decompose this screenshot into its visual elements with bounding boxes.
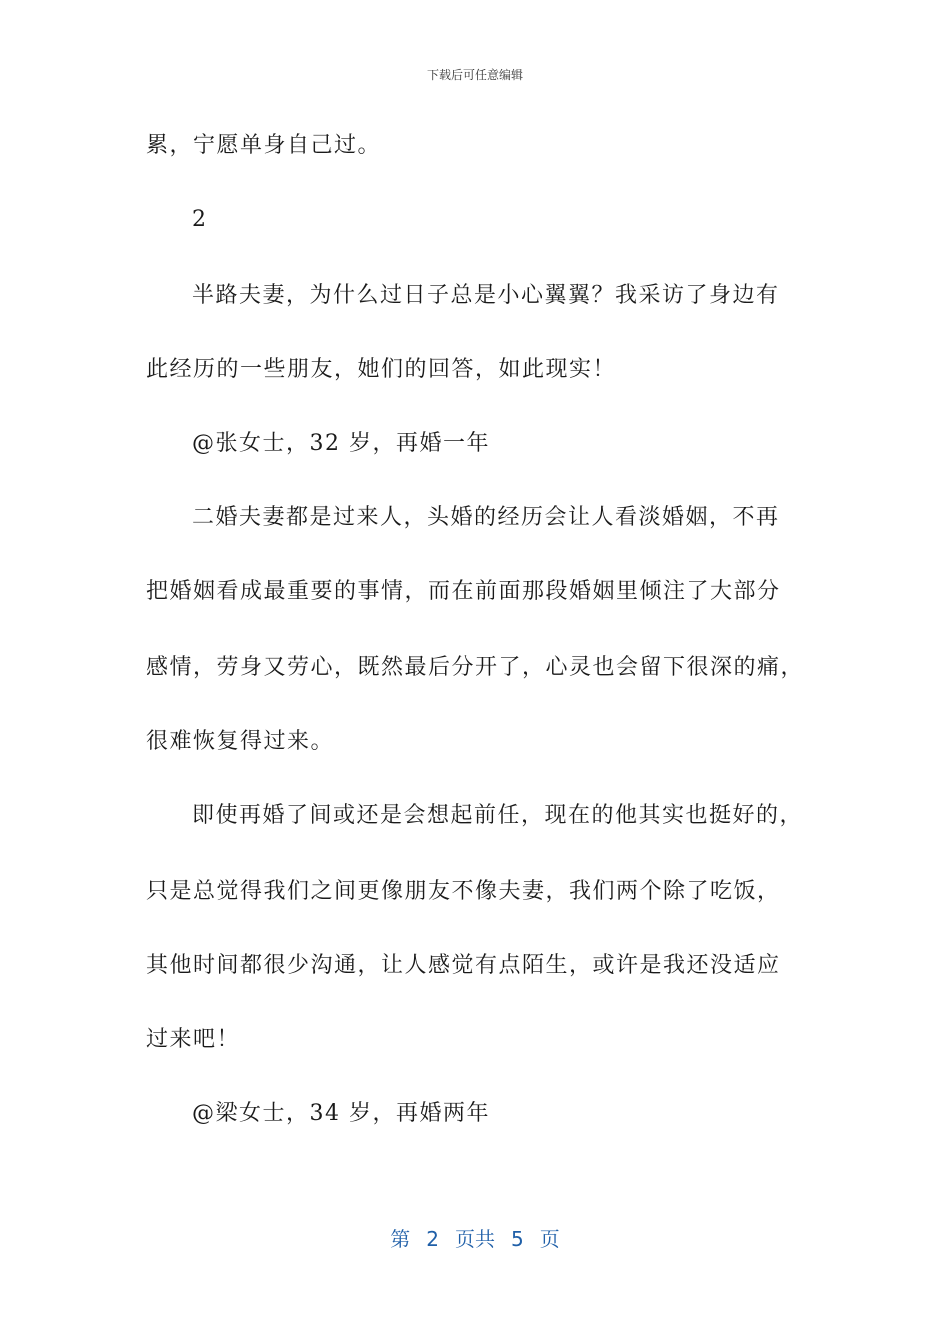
text-line: 即使再婚了间或还是会想起前任，现在的他其实也挺好的，	[192, 803, 804, 828]
text-line: 把婚姻看成最重要的事情，而在前面那段婚姻里倾注了大部分	[146, 579, 781, 604]
text-line: 过来吧！	[146, 1027, 241, 1052]
footer-prefix: 第	[390, 1227, 411, 1251]
footer-suffix: 页	[539, 1227, 560, 1251]
page-footer	[0, 1226, 950, 1252]
total-page-number: 5	[511, 1227, 524, 1251]
text-line: 半路夫妻，为什么过日子总是小心翼翼？我采访了身边有	[192, 283, 780, 308]
text-line: 其他时间都很少沟通，让人感觉有点陌生，或许是我还没适应	[146, 953, 781, 978]
page-header: 下载后可任意编辑	[426, 68, 523, 82]
text-line: 感情，劳身又劳心，既然最后分开了，心灵也会留下很深的痛，	[146, 655, 805, 680]
current-page-number: 2	[426, 1227, 439, 1251]
footer-middle: 页共	[455, 1227, 495, 1251]
section-number: 2	[192, 207, 208, 232]
text-line: 只是总觉得我们之间更像朋友不像夫妻，我们两个除了吃饭，	[146, 879, 781, 904]
interviewee-heading: @梁女士，34 岁，再婚两年	[192, 1101, 490, 1126]
text-line: 很难恢复得过来。	[146, 729, 335, 754]
text-line: 二婚夫妻都是过来人，头婚的经历会让人看淡婚姻，不再	[192, 505, 780, 530]
text-line: 累，宁愿单身自己过。	[146, 133, 382, 158]
interviewee-heading: @张女士，32 岁，再婚一年	[192, 431, 490, 456]
text-line: 此经历的一些朋友，她们的回答，如此现实！	[146, 357, 617, 382]
